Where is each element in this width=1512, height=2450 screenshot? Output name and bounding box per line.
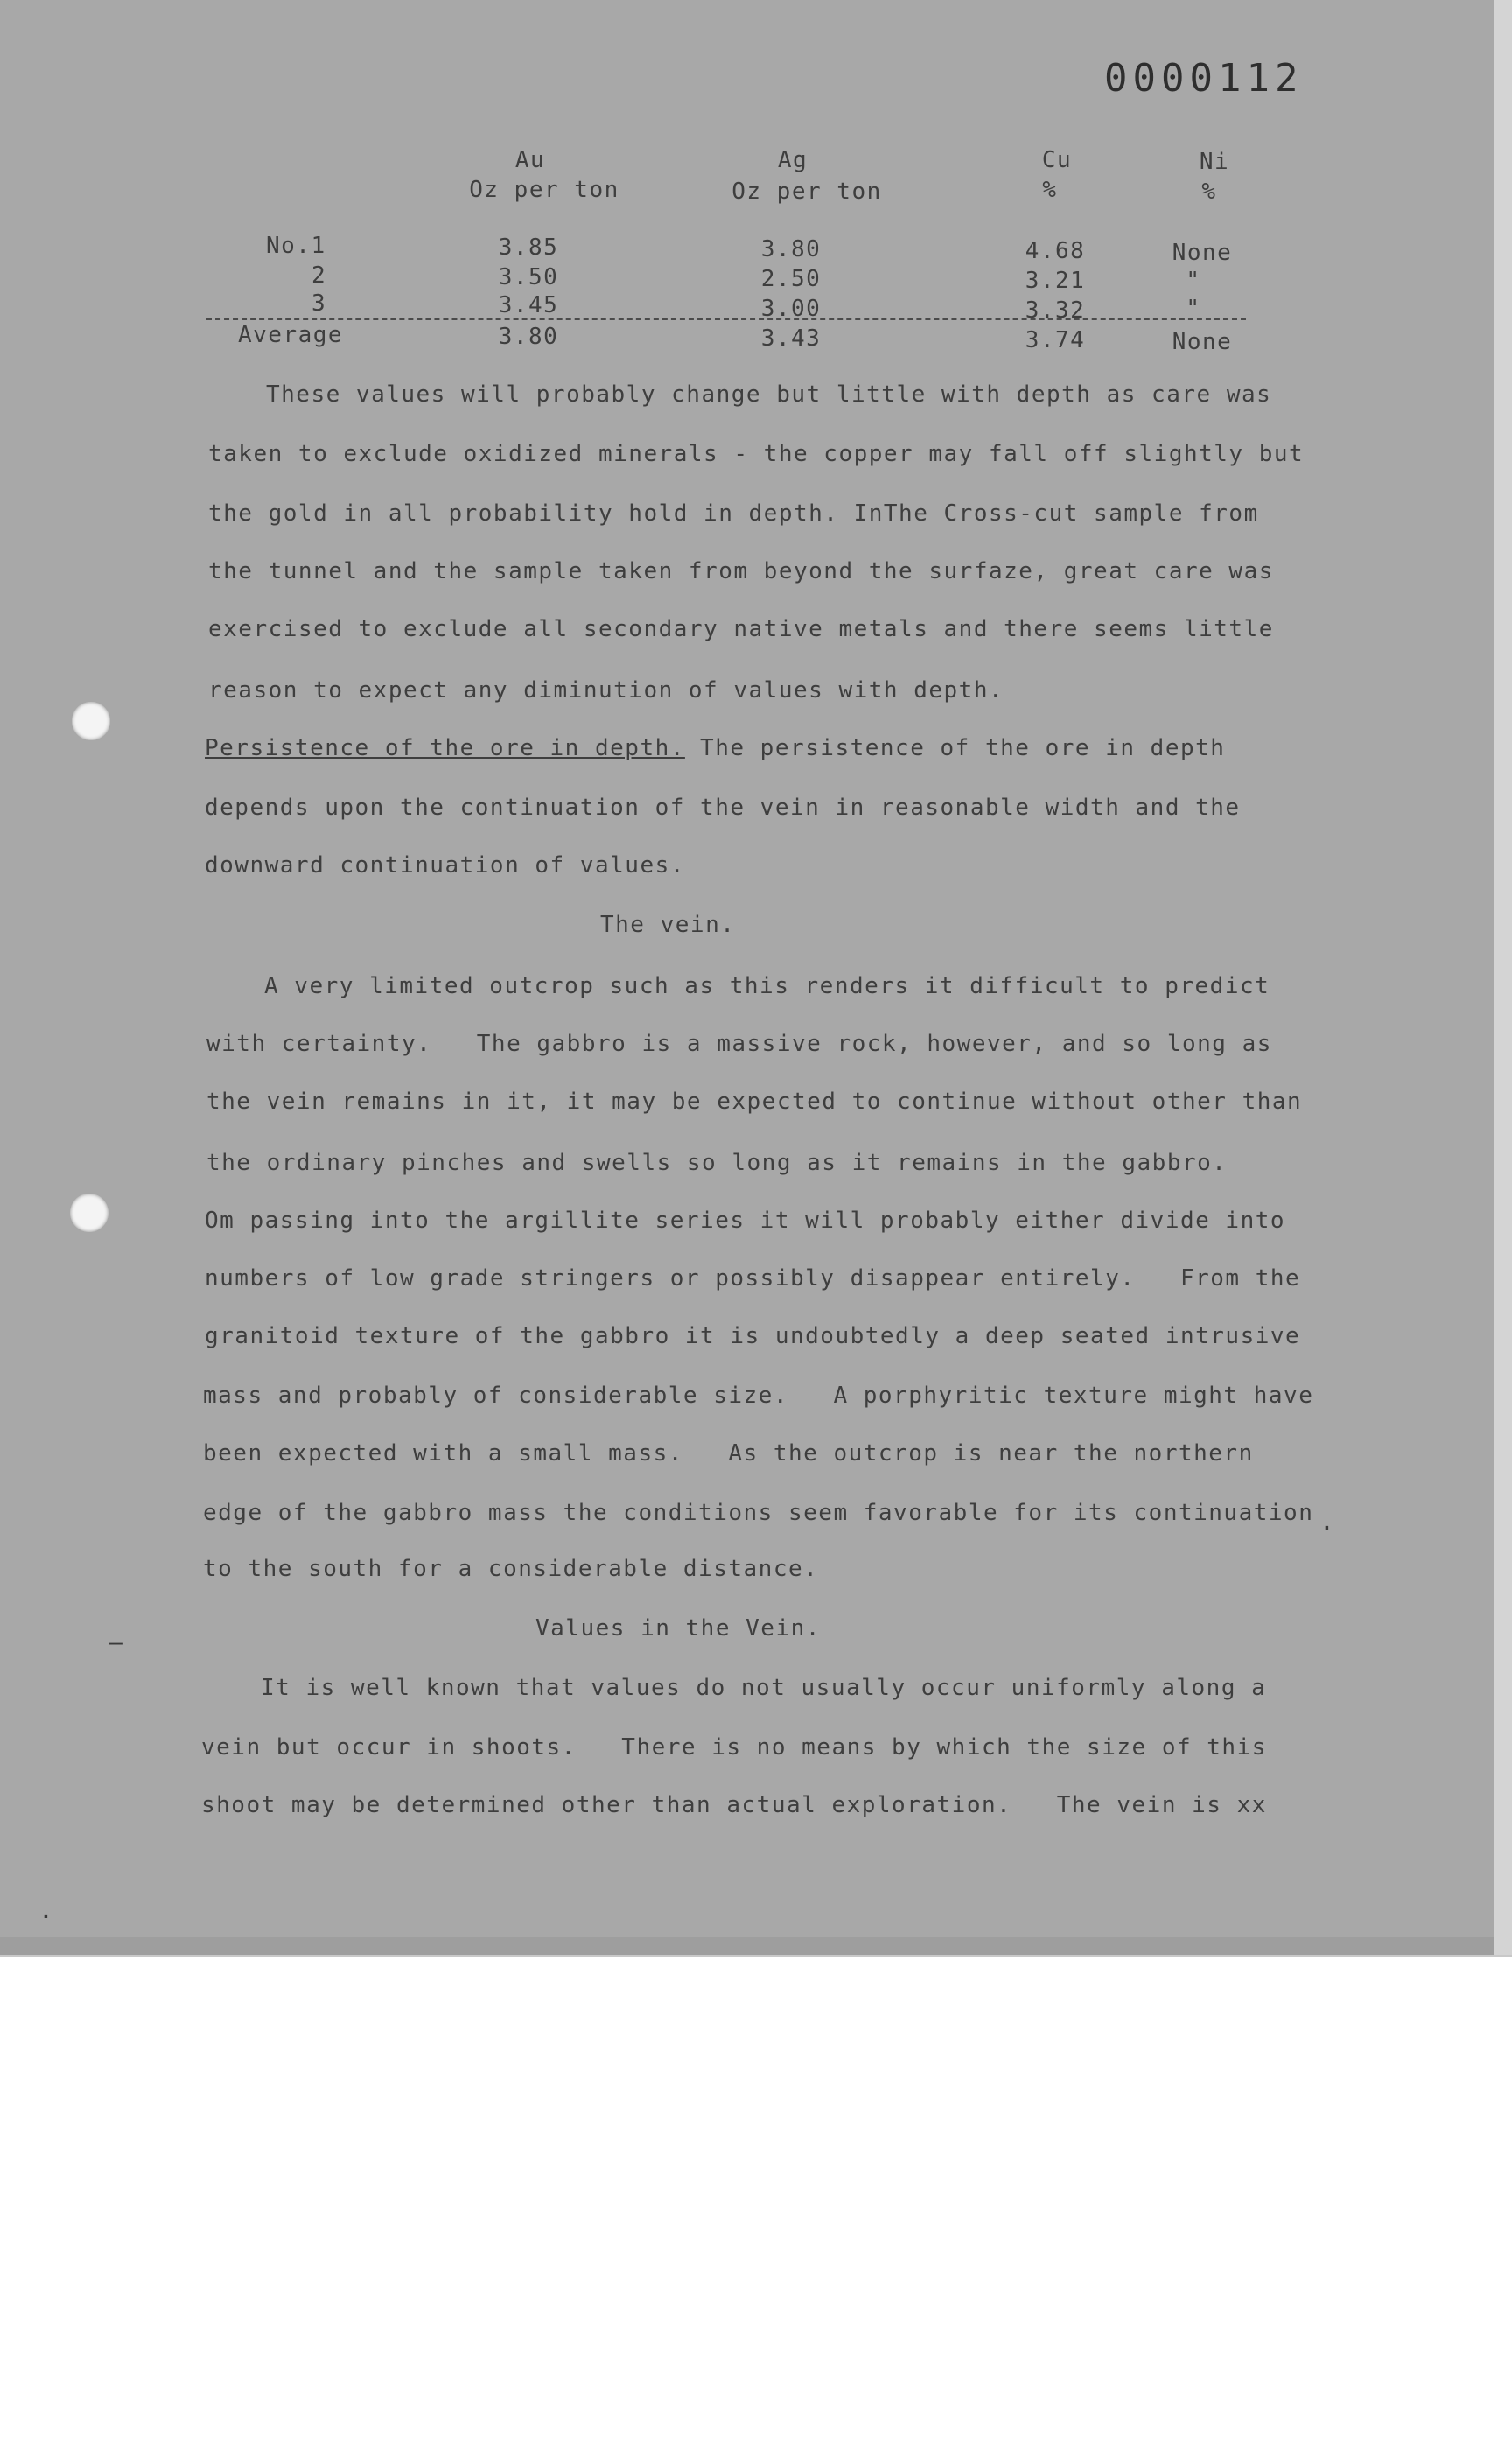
text-line: the tunnel and the sample taken from beyond the surfaze, great care was — [208, 558, 1274, 584]
text-line: edge of the gabbro mass the conditions seem favorable for its continuation — [203, 1500, 1314, 1526]
column-header-unit: Oz per ton — [732, 178, 882, 205]
text-line: mass and probably of considerable size. A porphyritic texture might have — [203, 1382, 1314, 1409]
text-line: to the south for a considerable distance. — [203, 1556, 819, 1582]
table-cell: 3.00 — [760, 296, 822, 322]
row-label: 2 — [312, 262, 327, 289]
table-cell: None — [1172, 240, 1233, 266]
text-line: Om passing into the argillite series it will probably either divide into — [205, 1208, 1286, 1234]
table-cell: 3.43 — [760, 326, 822, 352]
section-heading: Persistence of the ore in depth. — [205, 735, 685, 761]
text-line: numbers of low grade stringers or possibly disappear entirely. From the — [205, 1265, 1301, 1292]
column-header: Au — [514, 147, 546, 173]
table-rule — [206, 318, 1246, 320]
table-cell: " — [1186, 296, 1201, 322]
table-cell: 3.32 — [1025, 298, 1086, 324]
table-cell: 3.21 — [1025, 268, 1086, 294]
punch-hole-icon — [70, 1194, 108, 1232]
table-cell: 3.80 — [498, 324, 559, 350]
text-line: The persistence of the ore in depth — [684, 735, 1226, 761]
text-line: reason to expect any diminution of values with depth. — [208, 677, 1004, 704]
section-line — [205, 735, 1225, 761]
text-line: the ordinary pinches and swells so long as it remains in the gabbro. — [206, 1150, 1228, 1176]
column-header: Ag — [777, 147, 808, 173]
text-line: taken to exclude oxidized minerals - the copper may fall off slightly but — [208, 441, 1305, 467]
row-label: No.1 — [266, 233, 326, 259]
text-line: It is well known that values do not usually occur uniformly along a — [261, 1675, 1267, 1701]
text-line: granitoid texture of the gabbro it is undoubtedly a deep seated intrusive — [205, 1323, 1301, 1349]
table-cell: " — [1186, 268, 1201, 294]
text-line: the vein remains in it, it may be expected to continue without other than — [206, 1088, 1303, 1115]
punch-hole-icon — [72, 702, 110, 740]
page-edge — [1494, 0, 1512, 1955]
document-number: 0000112 — [1104, 56, 1304, 101]
text-line: been expected with a small mass. As the outcrop is near the northern — [203, 1440, 1254, 1466]
column-header: Ni — [1199, 149, 1230, 175]
column-header-unit: Oz per ton — [469, 177, 620, 203]
table-cell: 3.74 — [1025, 327, 1086, 354]
table-cell: 3.50 — [498, 264, 559, 290]
row-label: Average — [238, 322, 344, 348]
row-label: 3 — [312, 290, 327, 317]
section-heading: Values in the Vein. — [536, 1615, 821, 1642]
stray-dot-icon: . — [38, 1895, 55, 1924]
table-cell: 3.80 — [760, 236, 822, 262]
column-header-unit: % — [1201, 178, 1217, 205]
text-line: downward continuation of values. — [205, 852, 685, 878]
table-cell: 2.50 — [760, 266, 822, 292]
stray-dot-icon: . — [1320, 1507, 1336, 1536]
page-bottom-shadow — [0, 1937, 1494, 1955]
text-line: vein but occur in shoots. There is no means by which the size of this — [201, 1734, 1267, 1760]
table-cell: 3.85 — [498, 234, 559, 261]
text-line: the gold in all probability hold in depth. InThe Cross-cut sample from — [208, 500, 1259, 527]
text-line: A very limited outcrop such as this renders it difficult to predict — [264, 973, 1270, 999]
text-line: depends upon the continuation of the vein in reasonable width and the — [205, 794, 1241, 821]
column-header: Cu — [1041, 147, 1073, 173]
table-cell: 4.68 — [1025, 238, 1086, 264]
table-cell: None — [1172, 329, 1233, 355]
table-cell: 3.45 — [498, 292, 559, 318]
text-line: shoot may be determined other than actual exploration. The vein is xx — [201, 1792, 1267, 1818]
column-header-unit: % — [1042, 177, 1058, 203]
section-heading: The vein. — [600, 912, 736, 938]
stray-mark-icon: – — [108, 1628, 125, 1656]
text-line: These values will probably change but little with depth as care was — [266, 382, 1272, 408]
text-line: with certainty. The gabbro is a massive rock, however, and so long as — [206, 1031, 1272, 1057]
text-line: exercised to exclude all secondary native metals and there seems little — [208, 616, 1274, 642]
